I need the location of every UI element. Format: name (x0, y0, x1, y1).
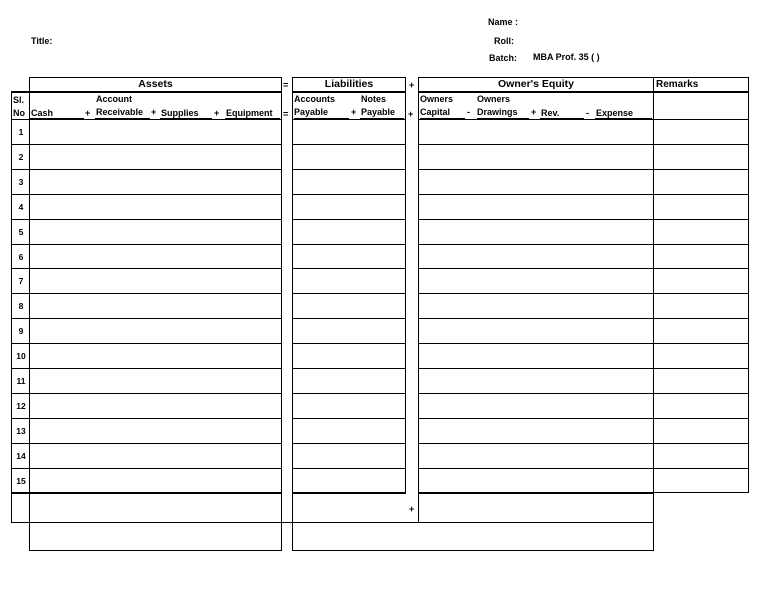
drawings-label: Drawings (477, 107, 518, 117)
owners-label: Owners (420, 94, 454, 104)
title-label: Title: (31, 36, 53, 46)
row-number: 14 (16, 451, 26, 461)
row-line (11, 393, 282, 394)
row-line (292, 368, 406, 369)
equals-sign: = (283, 80, 289, 90)
notes-payable-label: Payable (361, 107, 396, 117)
header-rule-assets (11, 91, 282, 93)
plus-sign: + (409, 504, 415, 514)
header-rule-liabilities (292, 91, 406, 93)
row-line (292, 468, 406, 469)
row-line (292, 443, 406, 444)
header-rule-equity (418, 91, 749, 93)
row-number: 3 (18, 177, 24, 187)
row-line (292, 318, 406, 319)
no-label: No (13, 108, 25, 118)
row-number: 6 (18, 252, 24, 262)
owners-label: Owners (477, 94, 511, 104)
equipment-label: Equipment (226, 108, 273, 118)
row-number: 15 (16, 476, 26, 486)
row-line (418, 119, 749, 120)
row-line (418, 393, 749, 394)
remarks-heading: Remarks (656, 79, 699, 90)
row-line (292, 219, 406, 220)
grid-line (281, 77, 282, 551)
row-number: 10 (16, 351, 26, 361)
plus-op: + (214, 108, 220, 118)
row-line (11, 468, 282, 469)
row-number: 1 (18, 127, 24, 137)
row-line (11, 219, 282, 220)
expense-label: Expense (596, 108, 634, 118)
batch-value: MBA Prof. 35 ( ) (533, 52, 600, 62)
equals-sign: = (283, 109, 289, 119)
row-line (11, 244, 282, 245)
batch-label: Batch: (489, 53, 518, 63)
row-number: 7 (18, 276, 24, 286)
plus-op: + (351, 107, 357, 117)
equity-heading: Owner's Equity (497, 78, 574, 90)
row-line (418, 468, 749, 469)
bottom-rule (11, 522, 654, 523)
row-line (418, 169, 749, 170)
capital-label: Capital (420, 107, 451, 117)
plus-op: + (85, 108, 91, 118)
plus-op: + (151, 107, 157, 117)
total-rule (653, 492, 749, 493)
row-line (11, 418, 282, 419)
row-line (11, 443, 282, 444)
row-line (292, 169, 406, 170)
row-number: 4 (18, 202, 24, 212)
row-line (292, 293, 406, 294)
supplies-label: Supplies (161, 108, 199, 118)
plus-op: + (531, 107, 537, 117)
row-line (292, 268, 406, 269)
bottom-rule (292, 550, 654, 551)
row-line (11, 318, 282, 319)
accounts-label: Accounts (294, 94, 336, 104)
row-line (418, 343, 749, 344)
row-line (292, 343, 406, 344)
row-line (418, 368, 749, 369)
row-line (11, 293, 282, 294)
row-number: 9 (18, 326, 24, 336)
name-label: Name : (488, 17, 519, 27)
row-line (292, 144, 406, 145)
row-line (418, 244, 749, 245)
row-number: 13 (16, 426, 26, 436)
row-line (292, 418, 406, 419)
row-line (292, 393, 406, 394)
cash-label: Cash (31, 108, 54, 118)
grid-line (292, 77, 293, 551)
assets-heading: Assets (138, 78, 173, 90)
grid-line (653, 77, 654, 551)
receivable-label: Receivable (96, 107, 144, 117)
row-line (418, 219, 749, 220)
roll-label: Roll: (494, 36, 514, 46)
account-label: Account (96, 94, 132, 104)
row-line (11, 144, 282, 145)
sl-label: Sl. (13, 95, 25, 105)
row-number: 2 (18, 152, 24, 162)
row-line (418, 268, 749, 269)
row-line (418, 443, 749, 444)
row-line (292, 194, 406, 195)
row-line (11, 343, 282, 344)
row-line (418, 318, 749, 319)
rev-label: Rev. (541, 108, 560, 118)
row-line (292, 244, 406, 245)
row-line (418, 194, 749, 195)
minus-op: - (586, 108, 589, 118)
row-line (11, 119, 282, 120)
total-rule (292, 492, 406, 494)
row-line (418, 293, 749, 294)
row-line (11, 194, 282, 195)
grid-line (748, 77, 749, 493)
row-line (11, 268, 282, 269)
row-line (418, 144, 749, 145)
row-number: 11 (16, 376, 26, 386)
bottom-rule (29, 550, 282, 551)
plus-sign: + (409, 80, 415, 90)
row-line (418, 418, 749, 419)
row-number: 12 (16, 401, 26, 411)
row-line (292, 119, 406, 120)
row-line (11, 169, 282, 170)
total-rule (418, 492, 654, 494)
notes-label: Notes (361, 94, 387, 104)
plus-sign: + (408, 109, 414, 119)
grid-line (405, 77, 406, 493)
accounts-payable-label: Payable (294, 107, 329, 117)
row-line (11, 368, 282, 369)
row-number: 5 (18, 227, 24, 237)
row-number: 8 (18, 301, 24, 311)
minus-op: - (467, 107, 470, 117)
liabilities-heading: Liabilities (324, 78, 374, 90)
total-rule (11, 492, 282, 494)
